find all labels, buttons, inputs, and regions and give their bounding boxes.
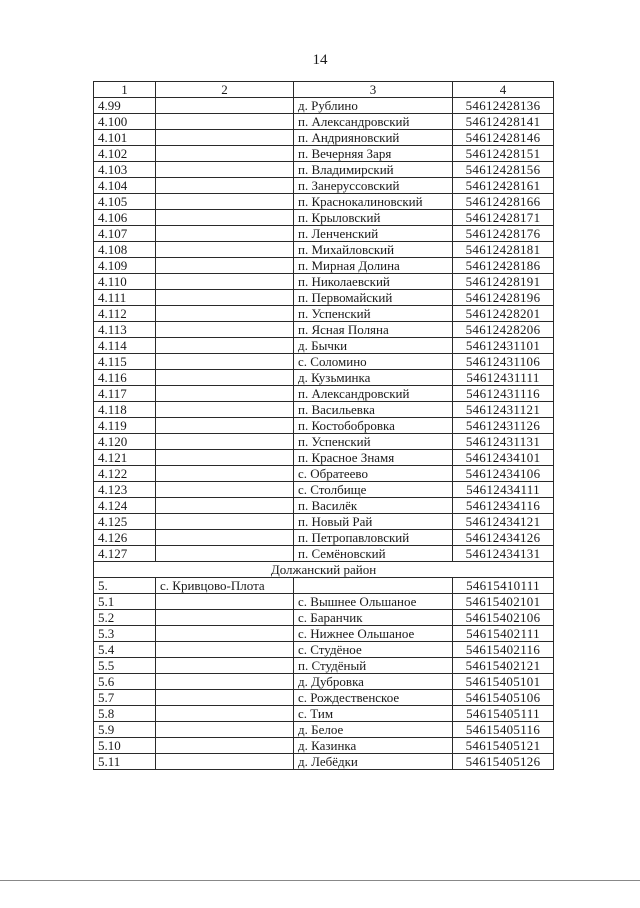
row-number-cell: 4.119 bbox=[94, 418, 156, 434]
oktmo-code-cell: 54615410111 bbox=[453, 578, 554, 594]
oktmo-code-cell: 54612428181 bbox=[453, 242, 554, 258]
row-number-cell: 4.117 bbox=[94, 386, 156, 402]
row-number-cell: 4.103 bbox=[94, 162, 156, 178]
oktmo-code-cell: 54612431106 bbox=[453, 354, 554, 370]
table-row bbox=[94, 162, 554, 178]
row-number-cell: 5.4 bbox=[94, 642, 156, 658]
table-row bbox=[94, 450, 554, 466]
admin-center-cell bbox=[156, 370, 294, 386]
settlement-cell: д. Белое bbox=[294, 722, 453, 738]
admin-center-cell bbox=[156, 418, 294, 434]
admin-center-cell bbox=[156, 626, 294, 642]
oktmo-code-cell: 54615405116 bbox=[453, 722, 554, 738]
oktmo-code-cell: 54612431131 bbox=[453, 434, 554, 450]
column-header-1: 1 bbox=[94, 82, 156, 98]
admin-center-cell bbox=[156, 466, 294, 482]
table-row bbox=[94, 706, 554, 722]
oktmo-code-cell: 54612431101 bbox=[453, 338, 554, 354]
admin-center-cell bbox=[156, 706, 294, 722]
settlement-cell: д. Рублино bbox=[294, 98, 453, 114]
admin-center-cell bbox=[156, 642, 294, 658]
settlements-table bbox=[93, 81, 554, 770]
settlement-cell: с. Соломино bbox=[294, 354, 453, 370]
table-row bbox=[94, 258, 554, 274]
table-row bbox=[94, 674, 554, 690]
admin-center-cell bbox=[156, 450, 294, 466]
table-row bbox=[94, 226, 554, 242]
row-number-cell: 4.116 bbox=[94, 370, 156, 386]
settlement-cell: п. Василёк bbox=[294, 498, 453, 514]
row-number-cell: 4.107 bbox=[94, 226, 156, 242]
table-row bbox=[94, 594, 554, 610]
admin-center-cell bbox=[156, 354, 294, 370]
column-header-3: 3 bbox=[294, 82, 453, 98]
table-row bbox=[94, 242, 554, 258]
table-row bbox=[94, 658, 554, 674]
oktmo-code-cell: 54615405101 bbox=[453, 674, 554, 690]
admin-center-cell bbox=[156, 754, 294, 770]
settlement-cell: д. Казинка bbox=[294, 738, 453, 754]
oktmo-code-cell: 54612431126 bbox=[453, 418, 554, 434]
table-row bbox=[94, 210, 554, 226]
table-row bbox=[94, 290, 554, 306]
section-row bbox=[94, 562, 554, 578]
admin-center-cell bbox=[156, 498, 294, 514]
table-row bbox=[94, 546, 554, 562]
row-number-cell: 4.122 bbox=[94, 466, 156, 482]
table-row bbox=[94, 194, 554, 210]
column-header-2: 2 bbox=[156, 82, 294, 98]
settlement-cell: п. Петропавловский bbox=[294, 530, 453, 546]
row-number-cell: 4.105 bbox=[94, 194, 156, 210]
settlement-cell: п. Студёный bbox=[294, 658, 453, 674]
oktmo-code-cell: 54612434106 bbox=[453, 466, 554, 482]
admin-center-cell bbox=[156, 258, 294, 274]
oktmo-code-cell: 54615402121 bbox=[453, 658, 554, 674]
scan-edge-line bbox=[0, 880, 640, 881]
row-number-cell: 5.9 bbox=[94, 722, 156, 738]
settlement-cell: с. Тим bbox=[294, 706, 453, 722]
settlement-cell: с. Рождественское bbox=[294, 690, 453, 706]
table-row bbox=[94, 98, 554, 114]
settlement-cell: п. Александровский bbox=[294, 114, 453, 130]
settlement-cell: п. Первомайский bbox=[294, 290, 453, 306]
table-row bbox=[94, 322, 554, 338]
settlement-cell: п. Занеруссовский bbox=[294, 178, 453, 194]
row-number-cell: 5. bbox=[94, 578, 156, 594]
admin-center-cell bbox=[156, 130, 294, 146]
admin-center-cell bbox=[156, 194, 294, 210]
oktmo-code-cell: 54612434116 bbox=[453, 498, 554, 514]
settlement-cell: п. Семёновский bbox=[294, 546, 453, 562]
table-row bbox=[94, 482, 554, 498]
table-row bbox=[94, 434, 554, 450]
admin-center-cell bbox=[156, 290, 294, 306]
table-row bbox=[94, 626, 554, 642]
settlement-cell: п. Васильевка bbox=[294, 402, 453, 418]
settlement-cell: п. Краснокалиновский bbox=[294, 194, 453, 210]
oktmo-code-cell: 54615405126 bbox=[453, 754, 554, 770]
settlement-cell: п. Красное Знамя bbox=[294, 450, 453, 466]
settlement-cell: с. Столбище bbox=[294, 482, 453, 498]
table-row bbox=[94, 642, 554, 658]
settlement-cell: с. Нижнее Ольшаное bbox=[294, 626, 453, 642]
row-number-cell: 4.106 bbox=[94, 210, 156, 226]
oktmo-code-cell: 54612434111 bbox=[453, 482, 554, 498]
settlement-cell: с. Баранчик bbox=[294, 610, 453, 626]
settlement-cell: п. Владимирский bbox=[294, 162, 453, 178]
settlement-cell: с. Студёное bbox=[294, 642, 453, 658]
table-row bbox=[94, 338, 554, 354]
admin-center-cell bbox=[156, 674, 294, 690]
row-number-cell: 4.126 bbox=[94, 530, 156, 546]
oktmo-code-cell: 54612434131 bbox=[453, 546, 554, 562]
table-row bbox=[94, 610, 554, 626]
settlement-cell: п. Костобобровка bbox=[294, 418, 453, 434]
table-body bbox=[94, 98, 554, 770]
table-header-row bbox=[94, 82, 554, 98]
admin-center-cell bbox=[156, 242, 294, 258]
column-header-4: 4 bbox=[453, 82, 554, 98]
oktmo-code-cell: 54615402116 bbox=[453, 642, 554, 658]
oktmo-code-cell: 54612428146 bbox=[453, 130, 554, 146]
oktmo-code-cell: 54612428201 bbox=[453, 306, 554, 322]
settlement-cell: п. Успенский bbox=[294, 306, 453, 322]
settlement-cell: д. Бычки bbox=[294, 338, 453, 354]
table-row bbox=[94, 754, 554, 770]
row-number-cell: 4.102 bbox=[94, 146, 156, 162]
table-row bbox=[94, 578, 554, 594]
admin-center-cell bbox=[156, 514, 294, 530]
admin-center-cell bbox=[156, 274, 294, 290]
admin-center-cell bbox=[156, 114, 294, 130]
admin-center-cell bbox=[156, 338, 294, 354]
row-number-cell: 5.1 bbox=[94, 594, 156, 610]
admin-center-cell bbox=[156, 546, 294, 562]
admin-center-cell bbox=[156, 322, 294, 338]
row-number-cell: 4.115 bbox=[94, 354, 156, 370]
table-row bbox=[94, 738, 554, 754]
settlement-cell: п. Александровский bbox=[294, 386, 453, 402]
settlement-cell: п. Михайловский bbox=[294, 242, 453, 258]
settlement-cell: п. Мирная Долина bbox=[294, 258, 453, 274]
settlement-cell: д. Дубровка bbox=[294, 674, 453, 690]
settlement-cell: п. Вечерняя Заря bbox=[294, 146, 453, 162]
table-row bbox=[94, 386, 554, 402]
row-number-cell: 4.113 bbox=[94, 322, 156, 338]
table-row bbox=[94, 178, 554, 194]
oktmo-code-cell: 54612431121 bbox=[453, 402, 554, 418]
settlement-cell: п. Ясная Поляна bbox=[294, 322, 453, 338]
table-row bbox=[94, 354, 554, 370]
admin-center-cell bbox=[156, 402, 294, 418]
oktmo-code-cell: 54612434101 bbox=[453, 450, 554, 466]
row-number-cell: 4.124 bbox=[94, 498, 156, 514]
oktmo-code-cell: 54615402101 bbox=[453, 594, 554, 610]
oktmo-code-cell: 54612431111 bbox=[453, 370, 554, 386]
row-number-cell: 5.11 bbox=[94, 754, 156, 770]
admin-center-cell bbox=[156, 530, 294, 546]
admin-center-cell bbox=[156, 162, 294, 178]
row-number-cell: 4.111 bbox=[94, 290, 156, 306]
row-number-cell: 4.112 bbox=[94, 306, 156, 322]
row-number-cell: 5.3 bbox=[94, 626, 156, 642]
oktmo-code-cell: 54612428156 bbox=[453, 162, 554, 178]
settlement-cell: п. Новый Рай bbox=[294, 514, 453, 530]
row-number-cell: 5.8 bbox=[94, 706, 156, 722]
admin-center-cell: с. Кривцово-Плота bbox=[156, 578, 294, 594]
row-number-cell: 4.104 bbox=[94, 178, 156, 194]
admin-center-cell bbox=[156, 98, 294, 114]
admin-center-cell bbox=[156, 306, 294, 322]
row-number-cell: 4.110 bbox=[94, 274, 156, 290]
oktmo-code-cell: 54612428186 bbox=[453, 258, 554, 274]
table-row bbox=[94, 690, 554, 706]
oktmo-code-cell: 54612428141 bbox=[453, 114, 554, 130]
oktmo-code-cell: 54612428161 bbox=[453, 178, 554, 194]
oktmo-code-cell: 54612434121 bbox=[453, 514, 554, 530]
row-number-cell: 5.5 bbox=[94, 658, 156, 674]
row-number-cell: 4.99 bbox=[94, 98, 156, 114]
settlement-cell: п. Крыловский bbox=[294, 210, 453, 226]
oktmo-code-cell: 54612428196 bbox=[453, 290, 554, 306]
table-row bbox=[94, 146, 554, 162]
table-row bbox=[94, 370, 554, 386]
table-row bbox=[94, 466, 554, 482]
admin-center-cell bbox=[156, 210, 294, 226]
row-number-cell: 4.114 bbox=[94, 338, 156, 354]
row-number-cell: 4.125 bbox=[94, 514, 156, 530]
row-number-cell: 4.100 bbox=[94, 114, 156, 130]
settlement-cell: п. Успенский bbox=[294, 434, 453, 450]
row-number-cell: 4.120 bbox=[94, 434, 156, 450]
table-row bbox=[94, 114, 554, 130]
admin-center-cell bbox=[156, 658, 294, 674]
section-title: Должанский район bbox=[94, 562, 554, 578]
admin-center-cell bbox=[156, 722, 294, 738]
settlement-cell: с. Обратеево bbox=[294, 466, 453, 482]
table-row bbox=[94, 722, 554, 738]
admin-center-cell bbox=[156, 178, 294, 194]
page-number: 14 bbox=[312, 52, 328, 68]
oktmo-code-cell: 54615402111 bbox=[453, 626, 554, 642]
oktmo-code-cell: 54615402106 bbox=[453, 610, 554, 626]
settlement-cell: с. Вышнее Ольшаное bbox=[294, 594, 453, 610]
table-row bbox=[94, 402, 554, 418]
admin-center-cell bbox=[156, 226, 294, 242]
row-number-cell: 4.108 bbox=[94, 242, 156, 258]
admin-center-cell bbox=[156, 610, 294, 626]
table-row bbox=[94, 498, 554, 514]
oktmo-code-cell: 54612428191 bbox=[453, 274, 554, 290]
oktmo-code-cell: 54612428136 bbox=[453, 98, 554, 114]
row-number-cell: 4.109 bbox=[94, 258, 156, 274]
table-row bbox=[94, 530, 554, 546]
table-row bbox=[94, 130, 554, 146]
row-number-cell: 5.2 bbox=[94, 610, 156, 626]
admin-center-cell bbox=[156, 738, 294, 754]
settlement-cell: п. Николаевский bbox=[294, 274, 453, 290]
oktmo-code-cell: 54612428171 bbox=[453, 210, 554, 226]
row-number-cell: 4.118 bbox=[94, 402, 156, 418]
admin-center-cell bbox=[156, 482, 294, 498]
settlement-cell bbox=[294, 578, 453, 594]
table-row bbox=[94, 514, 554, 530]
oktmo-code-cell: 54615405106 bbox=[453, 690, 554, 706]
oktmo-code-cell: 54612428206 bbox=[453, 322, 554, 338]
table-row bbox=[94, 306, 554, 322]
oktmo-code-cell: 54615405111 bbox=[453, 706, 554, 722]
row-number-cell: 5.10 bbox=[94, 738, 156, 754]
admin-center-cell bbox=[156, 146, 294, 162]
row-number-cell: 4.121 bbox=[94, 450, 156, 466]
oktmo-code-cell: 54612428151 bbox=[453, 146, 554, 162]
row-number-cell: 4.123 bbox=[94, 482, 156, 498]
settlement-cell: п. Ленченский bbox=[294, 226, 453, 242]
oktmo-code-cell: 54612431116 bbox=[453, 386, 554, 402]
oktmo-code-cell: 54615405121 bbox=[453, 738, 554, 754]
admin-center-cell bbox=[156, 386, 294, 402]
admin-center-cell bbox=[156, 434, 294, 450]
settlement-cell: д. Лебёдки bbox=[294, 754, 453, 770]
admin-center-cell bbox=[156, 690, 294, 706]
row-number-cell: 4.127 bbox=[94, 546, 156, 562]
settlement-cell: п. Андрияновский bbox=[294, 130, 453, 146]
admin-center-cell bbox=[156, 594, 294, 610]
row-number-cell: 4.101 bbox=[94, 130, 156, 146]
oktmo-code-cell: 54612428166 bbox=[453, 194, 554, 210]
oktmo-code-cell: 54612434126 bbox=[453, 530, 554, 546]
settlement-cell: д. Кузьминка bbox=[294, 370, 453, 386]
oktmo-code-cell: 54612428176 bbox=[453, 226, 554, 242]
table-row bbox=[94, 418, 554, 434]
row-number-cell: 5.6 bbox=[94, 674, 156, 690]
row-number-cell: 5.7 bbox=[94, 690, 156, 706]
table-row bbox=[94, 274, 554, 290]
